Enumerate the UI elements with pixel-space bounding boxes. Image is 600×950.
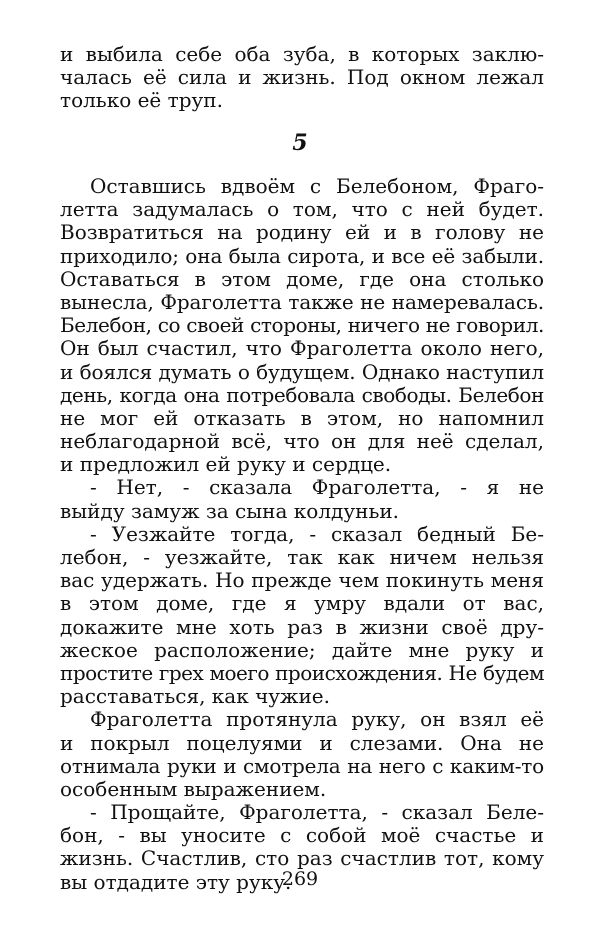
text-line: и выбила себе оба зуба, в которых заклю-: [60, 42, 544, 66]
text-line: чалась её сила и жизнь. Под окном лежал: [60, 65, 544, 90]
text-line: Он был счастил, что Фраголетта около него,: [60, 336, 544, 361]
text-line: и боялся думать о будущем. Однако наступил: [60, 359, 544, 384]
text-line: и покрыл поцелуями и слезами. Она не: [60, 730, 544, 755]
text-line: простите грех моего происхождения. Не будем: [60, 660, 544, 685]
text-line: докажите мне хоть раз в жизни своё дру-: [60, 614, 544, 639]
text-line: и предложил ей руку и сердце.: [60, 452, 392, 477]
section-number: 5: [292, 130, 308, 156]
chapter-text: [60, 175, 544, 894]
text-line: лебон, - уезжайте, так как ничем нельзя: [60, 545, 544, 569]
text-line: Оставшись вдвоём с Белебоном, Фраго-: [90, 174, 544, 198]
text-line: особенным выражением.: [60, 776, 327, 801]
text-line: летта задумалась о том, что с ней будет.: [60, 197, 544, 222]
text-line: жеское расположение; дайте мне руку и: [60, 637, 544, 662]
text-line: приходило; она была сирота, и все её забыли.: [60, 243, 544, 268]
text-line: день, когда она потребовала свободы. Белебон: [60, 382, 544, 407]
text-line: Возвратиться на родину ей и в голову не: [60, 220, 544, 245]
text-line: не мог ей отказать в этом, но напомнил: [60, 405, 544, 430]
text-line: вы отдадите эту руку.: [60, 869, 292, 894]
text-line: Белебон, со своей стороны, ничего не говорил.: [60, 313, 544, 338]
text-line: неблагодарной всё, что он для неё сделал,: [60, 429, 544, 454]
text-line: Фраголетта протянула руку, он взял её: [90, 707, 544, 732]
text-line: вынесла, Фраголетта также не намеревалась.: [60, 289, 544, 314]
text-line: вас удержать. Но прежде чем покинуть меня: [60, 568, 544, 593]
text-line: - Уезжайте тогда, - сказал бедный Бе-: [90, 521, 544, 546]
text-line: - Прощайте, Фраголетта, - сказал Беле-: [90, 800, 544, 825]
page-number: 269: [281, 868, 319, 890]
text-line: выйду замуж за сына колдуньи.: [60, 498, 400, 523]
text-line: в этом доме, где я умру вдали от вас,: [60, 591, 544, 616]
text-line: только её труп.: [60, 88, 223, 113]
paragraph-ending: [60, 43, 544, 113]
text-line: Оставаться в этом доме, где она столько: [60, 266, 544, 291]
text-line: жизнь. Счастлив, сто раз счастлив тот, кому: [60, 846, 544, 871]
text-line: - Нет, - сказала Фраголетта, - я не: [90, 475, 544, 500]
text-line: бон, - вы уносите с собой моё счастье и: [60, 823, 544, 848]
text-line: отнимала руки и смотрела на него с каким-то: [60, 753, 544, 778]
text-line: расставаться, как чужие.: [60, 684, 330, 709]
